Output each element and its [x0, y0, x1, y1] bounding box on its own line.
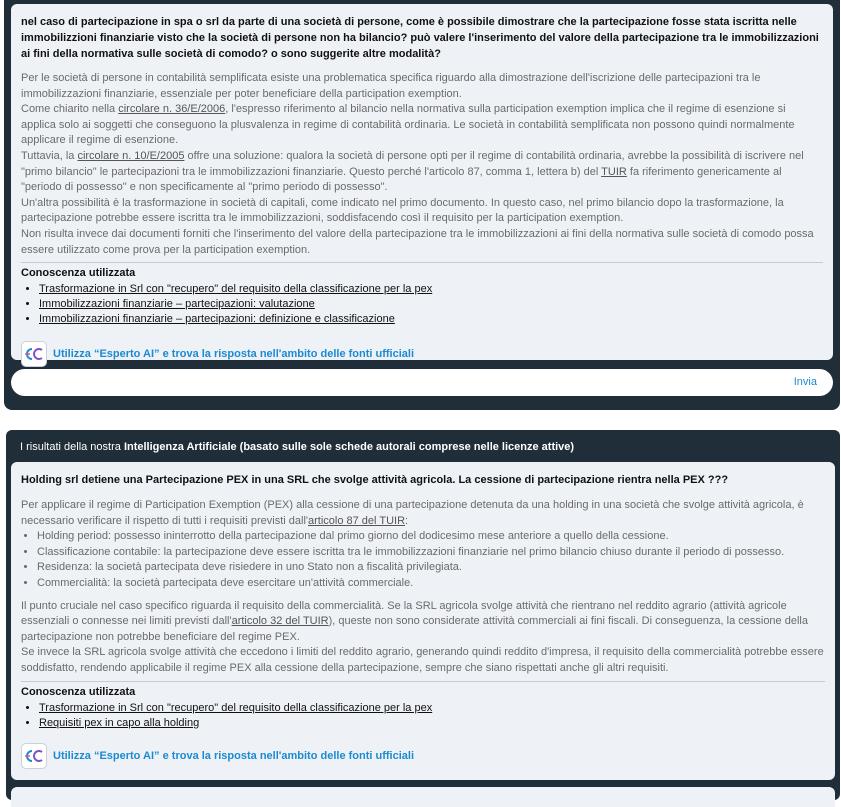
answer-paragraph: Non risulta invece dai documenti forniti che l'inserimento del valore della partecipazione tra le immobilizzazioni ai fini della normativa sulle società di comodo possa essere utilizzato come prova per la participation exemption. [21, 227, 814, 256]
esperto-ai-cta[interactable] [21, 743, 825, 769]
ai-answer [21, 498, 825, 677]
user-question: nel caso di partecipazione in spa o srl da parte di una società di persone, come è possibile dimostrare che la partecipazione fosse stata iscritta nelle immobilizzioni finanziarie visto che la società di persone non ha bilancio? può valere l'inserimento del valore della partecipazione tra le immobilizzazioni ai fini della normativa sulle società di comodo? o sono suggerite altre modalità? [21, 16, 819, 60]
knowledge-item [39, 297, 823, 312]
requirement-item: • Holding period: possesso ininterrotto della partecipazione dal primo giorno del dodicesimo mese anteriore a quello della cessione. [37, 529, 825, 545]
tuir-link[interactable]: TUIR [601, 165, 627, 178]
answer-card-2 [11, 462, 835, 780]
knowledge-title: Conoscenza utilizzata [21, 685, 136, 698]
answer-paragraph: Un'altra possibilità è la trasformazione in società di capitali, come indicato nel primo documento. In questo caso, nel primo bilancio dopo la trasformazione, la partecipazione potrebbe essere iscritta tra le immobilizzazioni, soddisfacendo così il requisito per la participation exemption. [21, 196, 784, 225]
circolare-36-link[interactable]: circolare n. 36/E/2006 [118, 103, 226, 116]
knowledge-item [39, 282, 823, 297]
requirement-item: • Residenza: la società partecipata deve risiedere in uno Stato non a fiscalità privilegiata. [37, 560, 825, 576]
answer-paragraph: Per applicare il regime di Participation Exemption (PEX) alla cessione di una partecipazione detenuta da una holding in una società che svolge attività agricola, è necessario verificare il rispetto di tutti i requisiti previsti dall'articolo 87 del TUIR: [21, 499, 804, 527]
esperto-ai-cta[interactable] [21, 341, 823, 367]
next-card-edge [11, 787, 835, 807]
esperto-ai-link[interactable]: Utilizza “Esperto AI” e trova la risposta nell'ambito delle fonti ufficiali [53, 749, 414, 762]
articolo-87-link[interactable]: articolo 87 del TUIR [308, 514, 406, 527]
knowledge-list [21, 282, 823, 327]
knowledge-link[interactable]: Immobilizzazioni finanziarie – partecipazioni: definizione e classificazione [39, 313, 395, 326]
chat-panel-2 [6, 430, 840, 800]
knowledge-link[interactable]: Trasformazione in Srl con "recupero" del requisito della classificazione per la pex [39, 283, 433, 296]
ai-answer [21, 71, 823, 258]
answer-paragraph: Tuttavia, la circolare n. 10/E/2005 offre una soluzione: qualora la società di persone opti per il regime di contabilità ordinaria, avrebbe la possibilità di iscrivere nel "primo bilancio" le partecipazioni tra le immobilizzazioni finanziarie. Questo perché l'articolo 87, comma 1, lettera b) del TUIR fa riferimento genericamente al "periodo di possesso" e non specificamente al "primo periodo di possesso". [21, 149, 804, 194]
answer-card-1 [11, 4, 833, 360]
user-question: Holding srl detiene una Partecipazione PEX in una SRL che svolge attività agricola. La cessione di partecipazione rientra nella PEX ??? [21, 474, 729, 486]
knowledge-title: Conoscenza utilizzata [21, 267, 136, 280]
divider [21, 681, 825, 682]
knowledge-link[interactable]: Trasformazione in Srl con "recupero" del requisito della classificazione per la pex [39, 701, 433, 714]
knowledge-list [21, 701, 825, 731]
requirement-item: • Commercialità: la società partecipata deve esercitare un'attività commerciale. [37, 576, 825, 592]
answer-paragraph: Per le società di persone in contabilità semplificata esiste una problematica specifica riguardo alla dimostrazione dell'iscrizione delle partecipazioni tra le immobilizzazioni finanziarie, essenziale per poter beneficiare della participation exemption. [21, 72, 761, 100]
knowledge-item [39, 312, 823, 327]
answer-paragraph: Il punto cruciale nel caso specifico riguarda il requisito della commercialità. Se la SRL agricola svolge attività che rientrano nel reddito agrario (attività agricole essenziali o connesse nei limiti previsti dall'articolo 32 del TUIR), queste non sono considerate attività commerciali ai fini fiscali. Di conseguenza, la cessione della partecipazione non potrebbe beneficiare del regime PEX. [21, 599, 808, 643]
esperto-ai-logo-icon [21, 743, 47, 769]
chat-input[interactable] [11, 369, 833, 396]
answer-paragraph: Se invece la SRL agricola svolge attività che eccedono i limiti del reddito agrario, generando quindi reddito d'impresa, il requisito della commercialità potrebbe essere soddisfatto, rendendo applicabile il regime PEX alla cessione della partecipazione, sempre che siano rispettati anche gli altri requisiti. [21, 646, 824, 674]
esperto-ai-logo-icon [21, 341, 47, 367]
requirement-item: • Classificazione contabile: la partecipazione deve essere iscritta tra le immobilizzazioni finanziarie nel primo bilancio chiuso durante il periodo di possesso. [37, 545, 825, 561]
chat-panel-1 [4, 0, 840, 410]
requirements-list [21, 529, 825, 591]
knowledge-link[interactable]: Immobilizzazioni finanziarie – partecipazioni: valutazione [39, 298, 315, 311]
circolare-10-link[interactable]: circolare n. 10/E/2005 [77, 149, 185, 162]
knowledge-link[interactable]: Requisiti pex in capo alla holding [39, 716, 200, 729]
articolo-32-link[interactable]: articolo 32 del TUIR [231, 615, 329, 628]
send-button[interactable]: Invia [793, 376, 817, 388]
answer-paragraph: Come chiarito nella circolare n. 36/E/2006, l'espresso riferimento al bilancio nella normativa sulla participation exemption implica che il regime di esenzione si applica solo ai soggetti che conseguono la plusvalenza in regime di contabilità ordinaria. Le società in contabilità semplificata non possono quindi normalmente applicare il regime di esenzione. [21, 103, 795, 147]
esperto-ai-link[interactable]: Utilizza “Esperto AI” e trova la risposta nell'ambito delle fonti ufficiali [53, 348, 414, 361]
knowledge-item [39, 716, 825, 731]
knowledge-item [39, 701, 825, 716]
results-header: I risultati della nostra Intelligenza Artificiale (basato sulle sole schede autorali comprese nelle licenze attive) [20, 441, 575, 453]
divider [21, 262, 823, 263]
